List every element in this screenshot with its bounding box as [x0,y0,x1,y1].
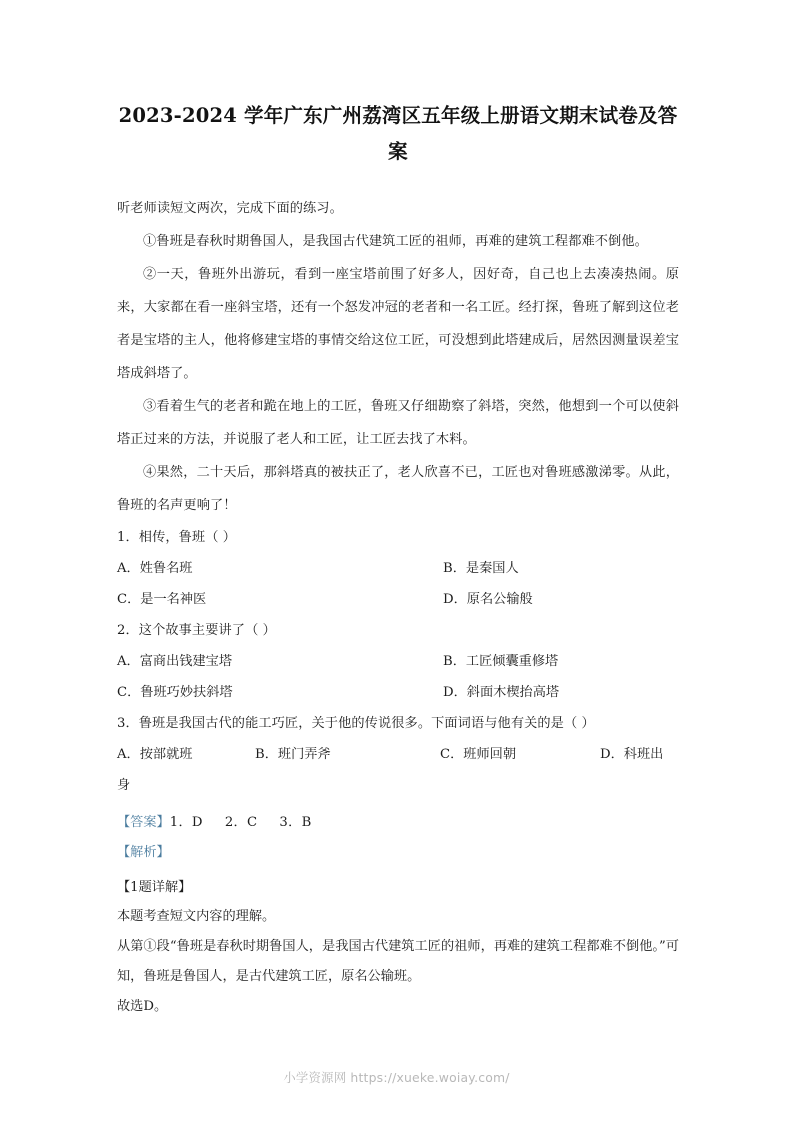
question-3-option-a[interactable]: A．按部就班 [117,747,193,762]
explanation-1-line-3: 故选D。 [117,999,168,1014]
explanation-1-heading: 【1题详解】 [117,880,192,895]
question-1-option-b[interactable]: B．是秦国人 [443,561,519,576]
passage-paragraph-4: ④果然，二十天后，那斜塔真的被扶正了，老人欣喜不已，工匠也对鲁班感激涕零。从此，鲁班的名声更响了！ [117,465,679,513]
question-1-options-row-2 [117,584,679,615]
question-2-options-row-2 [117,677,679,708]
question-3-option-d[interactable]: D．科班出 [600,747,664,762]
analysis-tag: 【解析】 [117,845,170,860]
question-2-option-d[interactable]: D．斜面木楔抬高塔 [443,685,560,700]
question-1-option-c[interactable]: C．是一名神医 [117,592,207,607]
question-1-option-a[interactable]: A．姓鲁名班 [117,561,193,576]
answer-item-1: 1．D [169,815,203,830]
analysis-line [117,838,679,868]
footer-watermark: 小学资源网 https://xueke.woiay.com/ [283,1070,510,1085]
question-2-stem: 2．这个故事主要讲了（ ） [117,623,276,638]
passage-instruction: 听老师读短文两次，完成下面的练习。 [117,201,343,216]
answer-tag: 【答案】 [117,815,170,830]
question-2-option-a[interactable]: A．富商出钱建宝塔 [117,654,233,669]
passage-paragraph-3: ③看着生气的老者和跪在地上的工匠，鲁班又仔细勘察了斜塔，突然，他想到一个可以使斜塔正过来的方法，并说服了老人和工匠，让工匠去找了木料。 [117,399,679,447]
question-1-options [117,553,679,615]
question-3-option-d-wrap: 身 [117,778,131,793]
question-1-option-d[interactable]: D．原名公输般 [443,592,533,607]
answer-line [117,801,679,838]
question-3-option-b[interactable]: B．班门弄斧 [255,747,331,762]
question-3-stem: 3．鲁班是我国古代的能工巧匠，关于他的传说很多。下面词语与他有关的是（ ） [117,716,595,731]
answer-item-2: 2．C [224,815,258,830]
answer-item-3: 3．B [279,815,312,830]
question-3-option-c[interactable]: C．班师回朝 [440,747,517,762]
question-2-options [117,646,679,708]
question-2-option-b[interactable]: B．工匠倾囊重修塔 [443,654,559,669]
passage-paragraph-1: ①鲁班是春秋时期鲁国人，是我国古代建筑工匠的祖师，再难的建筑工程都难不倒他。 [143,234,648,249]
explanation-1-line-1: 本题考查短文内容的理解。 [117,909,276,924]
question-2-option-c[interactable]: C．鲁班巧妙扶斜塔 [117,685,233,700]
question-2-options-row-1 [117,646,679,677]
passage-paragraph-2: ②一天，鲁班外出游玩，看到一座宝塔前围了好多人，因好奇，自己也上去凑凑热闹。原来，大家都在看一座斜宝塔，还有一个怒发冲冠的老者和一名工匠。经打探，鲁班了解到这位老者是宝塔的主人，他将修建宝塔的事情交给这位工匠，可没想到此塔建成后，居然因测量误差宝塔成斜塔了。 [117,267,679,381]
document-content [117,0,679,1022]
question-3-options [117,739,679,770]
explanation-1-line-2: 从第①段“鲁班是春秋时期鲁国人，是我国古代建筑工匠的祖师，再难的建筑工程都难不倒他。”可知，鲁班是鲁国人，是古代建筑工匠，原名公输班。 [117,939,679,984]
question-1-options-row-1 [117,553,679,584]
answer-items [170,815,312,830]
question-1-stem: 1．相传，鲁班（ ） [117,530,237,545]
page-title: 2023-2024 学年广东广州荔湾区五年级上册语文期末试卷及答案 [118,104,678,163]
